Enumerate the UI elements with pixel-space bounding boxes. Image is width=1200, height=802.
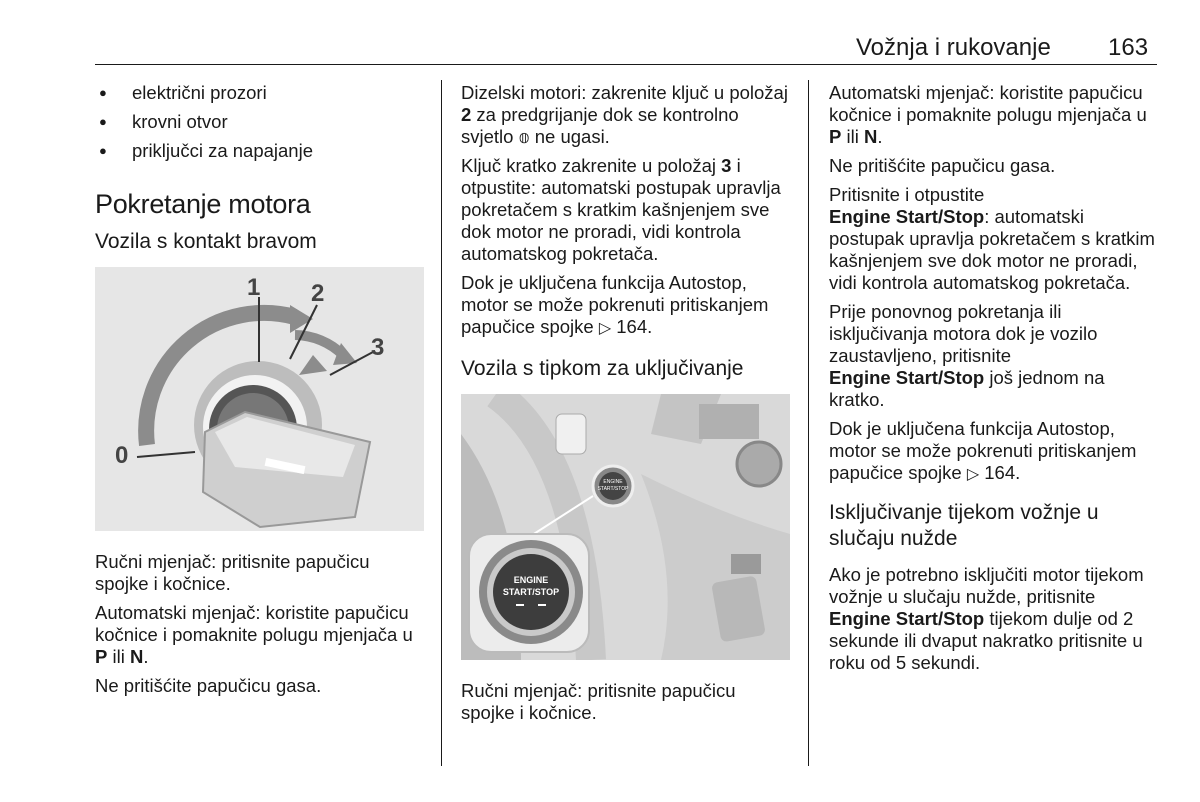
subsection-heading-power-button: Vozila s tipkom za uključivanje <box>461 357 744 380</box>
header-rule <box>95 64 1157 65</box>
column-2 <box>461 82 793 731</box>
position-label-3: 3 <box>371 334 385 361</box>
paragraph-no-throttle: Ne pritišćite papučicu gasa. <box>95 675 322 696</box>
ignition-key-figure <box>95 267 424 531</box>
paragraph-emergency-shutdown: Ako je potrebno isključiti motor tijekom vožnje u slučaju nužde, pritisnite Engine Start/Stop tijekom dulje od 2 sekunde ili dvaput nakratko pritisnite u roku od 5 sekundi. <box>829 564 1144 673</box>
paragraph-automatic-transmission-2: Automatski mjenjač: koristite papučicu kočnice i pomaknite polugu mjenjača u P ili N. <box>829 82 1147 147</box>
page-reference[interactable]: 164. <box>984 462 1021 483</box>
position-label-1: 1 <box>247 274 261 301</box>
small-button-label-2: START/STOP <box>597 486 629 492</box>
page-reference-arrow-icon: ▷ <box>966 466 980 483</box>
paragraph-no-throttle-2: Ne pritišćite papučicu gasa. <box>829 155 1056 176</box>
paragraph-autostop-2: Dok je uključena funkcija Autostop, motor se može pokrenuti pritiskanjem papučice spojke ▷ 164. <box>829 418 1137 483</box>
page-header-title: Vožnja i rukovanje <box>856 34 1051 61</box>
column-1 <box>95 82 427 704</box>
subsection-heading-ignition-lock: Vozila s kontakt bravom <box>95 230 317 253</box>
start-stop-illustration <box>461 394 790 660</box>
paragraph-key-position-3: Ključ kratko zakrenite u položaj 3 i otpustite: automatski postupak upravlja pokretačem s kratkim kašnjenjem sve dok motor ne proradi, vidi kontrola automatskog pokretača. <box>461 155 781 264</box>
engine-button-label-1: ENGINE <box>513 575 549 585</box>
small-button-label-1: ENGINE <box>603 479 623 485</box>
position-label-2: 2 <box>311 280 325 307</box>
paragraph-autostop: Dok je uključena funkcija Autostop, motor se može pokrenuti pritiskanjem papučice spojke ▷ 164. <box>461 272 769 337</box>
paragraph-automatic-transmission: Automatski mjenjač: koristite papučicu kočnice i pomaknite polugu mjenjača u P ili N. <box>95 602 413 667</box>
engine-button-label-2: START/STOP <box>502 587 560 597</box>
feature-list <box>95 82 427 169</box>
paragraph-manual-transmission-2: Ručni mjenjač: pritisnite papučicu spojke i kočnice. <box>461 680 736 723</box>
ignition-key-illustration <box>95 267 424 531</box>
paragraph-manual-transmission: Ručni mjenjač: pritisnite papučicu spojke i kočnice. <box>95 551 370 594</box>
subsection-heading-emergency: Isključivanje tijekom vožnje u slučaju nužde <box>829 501 1099 550</box>
list-item: ● priključci za napajanje <box>95 140 427 169</box>
paragraph-press-start-stop: Pritisnite i otpustite Engine Start/Stop: automatski postupak upravlja pokretačem s kratkim kašnjenjem sve dok motor ne proradi, vidi kontrola automatskog pokretača. <box>829 184 1155 293</box>
page-number: 163 <box>1108 34 1149 61</box>
glow-plug-icon: 𝕠 <box>518 127 530 147</box>
column-3 <box>829 82 1161 681</box>
paragraph-restart: Prije ponovnog pokretanja ili isključivanja motora dok je vozilo zaustavljeno, pritisnite Engine Start/Stop još jednom na kratko. <box>829 301 1105 410</box>
column-divider-1 <box>441 80 442 766</box>
paragraph-diesel: Dizelski motori: zakrenite ključ u položaj 2 za predgrijanje dok se kontrolno svjetlo 𝕠 ne ugasi. <box>461 82 788 147</box>
list-item: ● krovni otvor <box>95 111 427 140</box>
position-label-0: 0 <box>115 442 129 469</box>
section-heading: Pokretanje motora <box>95 189 311 219</box>
page-reference-arrow-icon: ▷ <box>598 320 612 337</box>
start-stop-button-figure <box>461 394 790 660</box>
list-item: ● električni prozori <box>95 82 427 111</box>
page-reference[interactable]: 164. <box>616 316 653 337</box>
column-divider-2 <box>808 80 809 766</box>
